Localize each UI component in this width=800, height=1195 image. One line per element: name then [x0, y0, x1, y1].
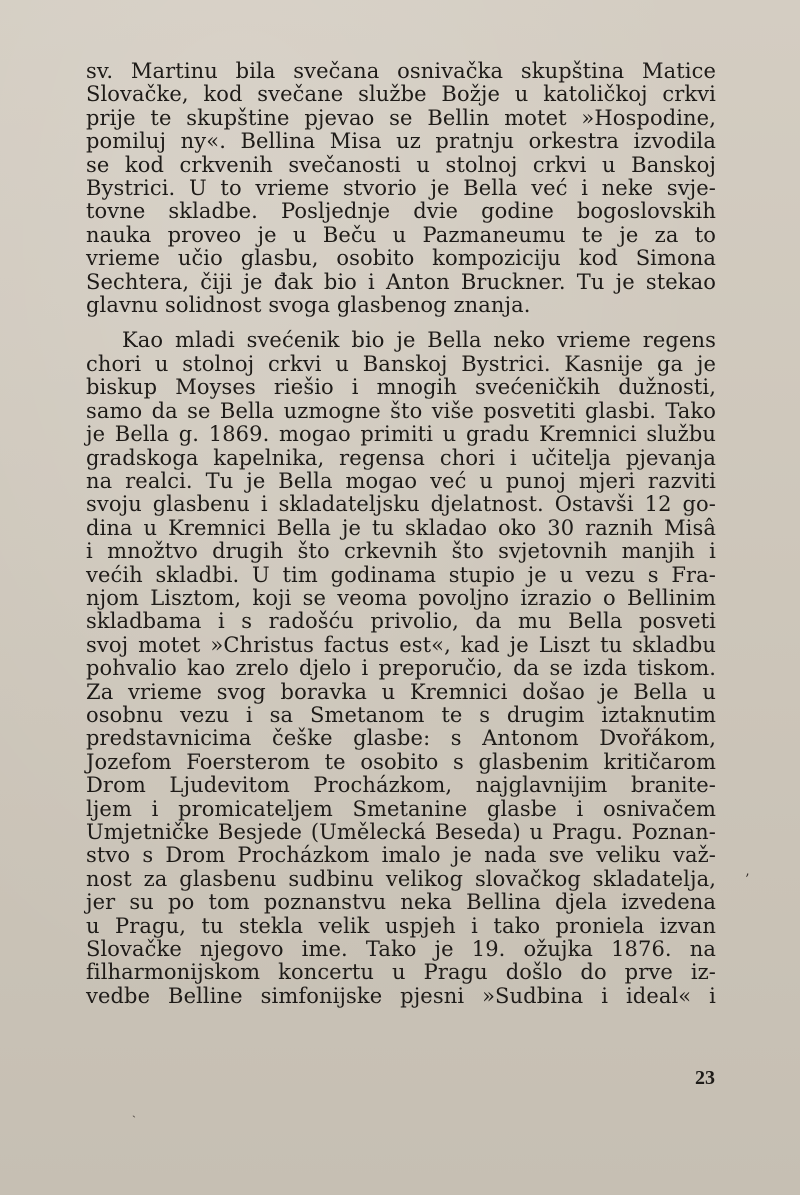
text-line: gradskoga kapelnika, regensa chori i učitelja pjevanja — [86, 445, 716, 470]
text-line: nost za glasbenu sudbinu velikog slovačkog skladatelja, — [86, 866, 716, 891]
text-line: većih skladbi. U tim godinama stupio je u vezu s Fra- — [86, 562, 716, 587]
margin-mark: ’ — [745, 872, 750, 888]
text-line: pohvalio kao zrelo djelo i preporučio, da se izda tiskom. — [86, 656, 716, 681]
text-line: Slovačke, kod svečane službe Božje u katoličkoj crkvi — [86, 82, 716, 107]
text-line: dina u Kremnici Bella je tu skladao oko 30 raznih Misâ — [86, 515, 716, 540]
text-line: svoju glasbenu i skladateljsku djelatnost. Ostavši 12 go- — [86, 492, 716, 517]
text-line: je Bella g. 1869. mogao primiti u gradu Kremnici službu — [86, 422, 716, 447]
text-line: na realci. Tu je Bella mogao već u punoj mjeri razviti — [86, 468, 716, 493]
text-line: filharmonijskom koncertu u Pragu došlo do prve iz- — [86, 960, 716, 985]
text-line: svoj motet »Christus factus est«, kad je Liszt tu skladbu — [86, 632, 716, 657]
paragraph-1 — [86, 60, 716, 317]
text-line: osobnu vezu i sa Smetanom te s drugim iztaknutim — [86, 702, 716, 727]
text-line: skladbama i s radošću privolio, da mu Bella posveti — [86, 609, 716, 634]
text-line: chori u stolnoj crkvi u Banskoj Bystrici. Kasnije ga je — [86, 351, 716, 376]
text-line: i množtvo drugih što crkevnih što svjetovnih manjih i — [86, 539, 716, 564]
text-line: njom Lisztom, koji se veoma povoljno izrazio o Bellinim — [86, 585, 716, 610]
text-line: Kao mladi svećenik bio je Bella neko vrieme regens — [122, 328, 716, 353]
text-line: prije te skupštine pjevao se Bellin motet »Hospodine, — [86, 105, 716, 130]
text-line: Jozefom Foersterom te osobito s glasbenim kritičarom — [86, 749, 716, 774]
text-line: se kod crkvenih svečanosti u stolnoj crkvi u Banskoj — [86, 152, 716, 177]
text-line: Za vrieme svog boravka u Kremnici došao je Bella u — [86, 679, 716, 704]
text-line: glavnu solidnost svoga glasbenog znanja. — [86, 293, 531, 318]
text-line: pomiluj ny«. Bellina Misa uz pratnju orkestra izvodila — [86, 129, 716, 154]
text-line: Drom Ljudevitom Procházkom, najglavnijim branite- — [86, 773, 716, 798]
text-line: biskup Moyses riešio i mnogih svećeničkih dužnosti, — [86, 375, 716, 400]
text-line: tovne skladbe. Posljednje dvie godine bogoslovskih — [86, 199, 716, 224]
text-line: Bystrici. U to vrieme stvorio je Bella već i neke svje- — [86, 176, 716, 201]
text-line: Slovačke njegovo ime. Tako je 19. ožujka 1876. na — [86, 937, 716, 962]
text-line: sv. Martinu bila svečana osnivačka skupština Matice — [86, 59, 716, 83]
text-line: vrieme učio glasbu, osobito kompoziciju kod Simona — [86, 246, 716, 271]
text-line: u Pragu, tu stekla velik uspjeh i tako proniela izvan — [86, 913, 716, 938]
text-line: jer su po tom poznanstvu neka Bellina djela izvedena — [86, 890, 716, 915]
text-line: stvo s Drom Procházkom imalo je nada sve veliku važ- — [86, 843, 716, 868]
text-line: Sechtera, čiji je đak bio i Anton Bruckner. Tu je stekao — [86, 269, 716, 294]
text-line: ljem i promicateljem Smetanine glasbe i osnivačem — [86, 796, 716, 821]
bottom-mark: ˎ — [132, 1104, 136, 1118]
body-text — [86, 60, 716, 1008]
text-line: vedbe Belline simfonijske pjesni »Sudbina i ideal« i — [86, 983, 716, 1008]
text-line: nauka proveo je u Beču u Pazmaneumu te je za to — [86, 222, 716, 247]
text-line: Umjetničke Besjede (Umělecká Beseda) u Pragu. Poznan- — [86, 820, 716, 844]
text-line: predstavnicima češke glasbe: s Antonom Dvořákom, — [86, 726, 716, 751]
paragraph-2 — [86, 329, 716, 1008]
text-line: samo da se Bella uzmogne što više posvetiti glasbi. Tako — [86, 398, 716, 423]
page-number: 23 — [695, 1067, 715, 1089]
